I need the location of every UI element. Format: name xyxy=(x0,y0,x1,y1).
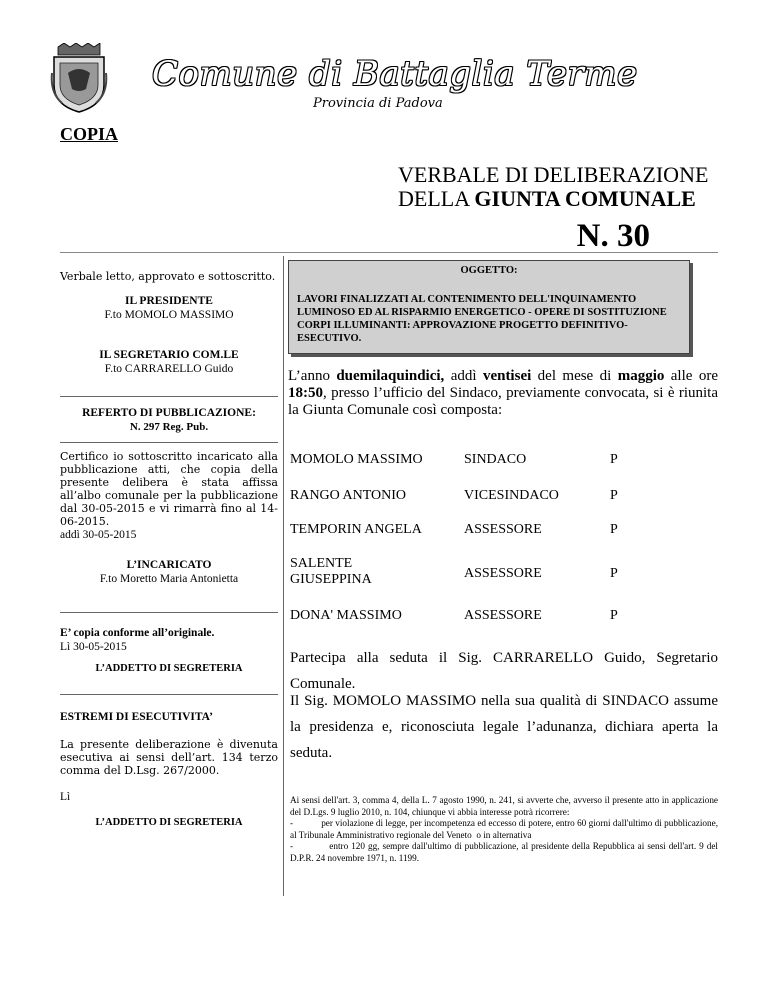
header-divider xyxy=(60,252,718,253)
li-blank: Lì xyxy=(60,791,71,803)
member-role: ASSESSORE xyxy=(464,608,542,623)
member-presence: P xyxy=(610,566,618,581)
verbale-line2 xyxy=(398,187,718,211)
member-role: ASSESSORE xyxy=(464,522,542,537)
column-divider xyxy=(283,256,284,896)
intro-p2: addì xyxy=(444,368,483,384)
li-date: Lì 30-05-2015 xyxy=(60,641,127,653)
intro-p3: del mese di xyxy=(531,368,618,384)
oggetto-box xyxy=(288,260,690,354)
member-name: SALENTE GIUSEPPINA xyxy=(290,556,372,587)
member-role: SINDACO xyxy=(464,452,527,467)
referto-title: REFERTO DI PUBBLICAZIONE: xyxy=(82,407,256,419)
intro-paragraph xyxy=(288,368,718,419)
member-row xyxy=(290,484,718,520)
verbale-line1: VERBALE DI DELIBERAZIONE xyxy=(398,162,709,187)
comune-title: Comune di Battaglia Terme xyxy=(152,54,638,94)
member-presence: P xyxy=(610,452,618,467)
member-row xyxy=(290,556,718,604)
left-separator-2 xyxy=(60,442,278,443)
partecipa-paragraph: Partecipa alla seduta il Sig. CARRARELLO Guido, Segretario Comunale. xyxy=(290,650,718,692)
segretario-title: IL SEGRETARIO COM.LE xyxy=(99,349,239,361)
member-presence: P xyxy=(610,608,618,623)
delibera-number: N. 30 xyxy=(576,218,650,254)
member-name: MOMOLO MASSIMO xyxy=(290,452,423,467)
intro-p4: alle ore xyxy=(664,368,718,384)
presidente-name: F.to MOMOLO MASSIMO xyxy=(104,309,234,321)
member-presence: P xyxy=(610,488,618,503)
left-separator-4 xyxy=(60,694,278,695)
intro-mese: maggio xyxy=(617,368,665,384)
member-presence: P xyxy=(610,522,618,537)
member-role: VICESINDACO xyxy=(464,488,559,503)
addetto-segreteria-2: L’ADDETTO DI SEGRETERIA xyxy=(95,817,243,828)
oggetto-text: LAVORI FINALIZZATI AL CONTENIMENTO DELL'INQUINAMENTO LUMINOSO ED AL RISPARMIO ENERGETICO - OPERE DI SOSTITUZIONE CORPI ILLUMINANTI: APPROVAZIONE PROGETTO DEFINITIVO-ESECUTIVO. xyxy=(297,294,667,344)
incaricato-title: L’INCARICATO xyxy=(126,559,212,571)
segretario-name: F.to CARRARELLO Guido xyxy=(104,363,234,375)
legal-footnote xyxy=(290,795,721,864)
left-column xyxy=(60,256,278,896)
coat-of-arms-icon xyxy=(50,43,108,113)
member-role: ASSESSORE xyxy=(464,566,542,581)
referto-reg: N. 297 Reg. Pub. xyxy=(129,421,209,433)
addetto-segreteria-1: L’ADDETTO DI SEGRETERIA xyxy=(95,663,243,674)
footnote-p3: - entro 120 gg, sempre dall'ultimo di pubblicazione, al presidente della Repubblica ai sensi dell'art. 9 del D.P.R. 24 novembre 1971, n. 1199. xyxy=(290,841,721,863)
esecutiva-text: La presente deliberazione è divenuta esecutiva ai sensi dell’art. 134 terzo comma del D.Lsg. 267/2000. xyxy=(60,738,278,777)
letto-approvato: Verbale letto, approvato e sottoscritto. xyxy=(60,270,276,283)
verbale-title xyxy=(398,163,718,211)
copia-conforme: E’ copia conforme all’originale. xyxy=(60,627,215,639)
member-name: RANGO ANTONIO xyxy=(290,488,407,503)
footnote-p1: Ai sensi dell'art. 3, comma 4, della L. 7 agosto 1990, n. 241, si avverte che, avverso il presente atto in applicazione del D.Lgs. 9 luglio 2010, n. 104, chiunque vi abbia interesse potrà ricorrere: xyxy=(290,795,718,817)
verbale-line2-bold: GIUNTA COMUNALE xyxy=(474,186,696,211)
verbale-line2-pre: DELLA xyxy=(398,186,475,211)
estremi-title: ESTREMI DI ESECUTIVITA’ xyxy=(60,711,213,723)
footnote-p2: - per violazione di legge, per incompetenza ed eccesso di potere, entro 60 giorni dall'ultimo di pubblicazione, al Tribunale Amministrativo regionale del Veneto o in alternativa xyxy=(290,818,721,840)
copia-label: COPIA xyxy=(60,124,118,144)
member-row xyxy=(290,604,718,640)
intro-giorno: ventisei xyxy=(482,368,532,384)
addi-date: addì 30-05-2015 xyxy=(60,529,137,541)
member-row xyxy=(290,520,718,556)
presidente-title: IL PRESIDENTE xyxy=(125,295,213,307)
members-table xyxy=(290,444,718,640)
member-row xyxy=(290,444,718,484)
intro-p1: L’anno xyxy=(288,368,337,384)
intro-p5: , presso l’ufficio del Sindaco, previamente convocata, si è riunita la Giunta Comunale così composta: xyxy=(288,385,718,418)
left-separator-3 xyxy=(60,612,278,613)
member-name: TEMPORIN ANGELA xyxy=(290,522,422,537)
incaricato-name: F.to Moretto Maria Antonietta xyxy=(99,573,239,585)
certifico-text: Certifico io sottoscritto incaricato alla pubblicazione atti, che copia della presente delibera è stata affissa all’albo comunale per la pubblicazione dal 30-05-2015 e vi rimarrà fino al 14-06-2015. xyxy=(60,450,278,528)
left-separator-1 xyxy=(60,396,278,397)
member-name: DONA' MASSIMO xyxy=(290,608,402,623)
intro-anno: duemilaquindici, xyxy=(336,368,445,384)
intro-ora: 18:50 xyxy=(288,385,323,401)
sindaco-paragraph: Il Sig. MOMOLO MASSIMO nella sua qualità di SINDACO assume la presidenza e, riconosciuta legale l’adunanza, dichiara aperta la seduta. xyxy=(290,693,718,761)
oggetto-label: OGGETTO: xyxy=(460,265,518,276)
provincia-subtitle: Provincia di Padova xyxy=(313,96,443,111)
